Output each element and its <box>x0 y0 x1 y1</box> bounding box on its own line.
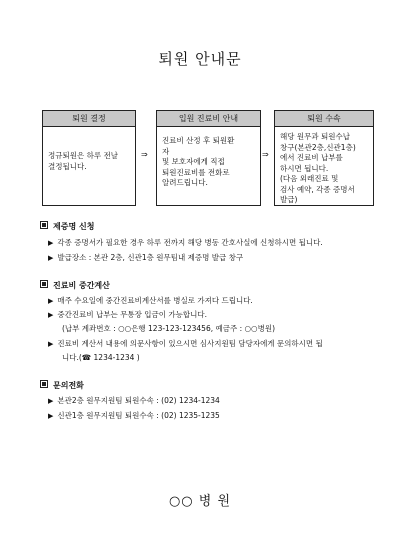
list-item: ▶ 매주 수요일에 중간진료비계산서를 병실로 가져다 드립니다. <box>48 296 253 305</box>
triangle-bullet-icon: ▶ <box>48 239 54 247</box>
list-item: ▶ 본관2층 원무지원팀 퇴원수속 : (02) 1234-1234 <box>48 396 220 405</box>
step-box-discharge-decision <box>42 110 136 206</box>
list-item: ▶ 발급장소 : 본관 2층, 신관1층 원무팀내 제증명 발급 창구 <box>48 253 244 262</box>
step-body: 정규퇴원은 하루 전날 결정됩니다. <box>48 151 118 171</box>
section-title-certificates: 제증명 신청 <box>40 221 94 232</box>
list-item: 니다.(☎ 1234-1234 ) <box>62 353 140 362</box>
step-box-discharge-procedure <box>274 110 374 206</box>
section-title-interim-billing: 진료비 중간계산 <box>40 280 110 291</box>
step-box-billing-notice <box>156 110 261 206</box>
step-body: 해당 원무과 퇴원수납 창구(본관2층,신관1층) 에서 진료비 납부를 하시면 됩니다. (다음 외래진료 및 검사 예약, 각종 증명서 발급) <box>280 132 356 204</box>
step-header: 입원 진료비 안내 <box>157 111 260 127</box>
arrow-right-icon: ⇒ <box>262 150 269 159</box>
section-title-contact: 문의전화 <box>40 380 84 391</box>
triangle-bullet-icon: ▶ <box>48 412 54 420</box>
page-title: 퇴원 안내문 <box>158 50 242 68</box>
square-bullet-icon <box>40 221 48 229</box>
triangle-bullet-icon: ▶ <box>48 311 54 319</box>
arrow-right-icon: ⇒ <box>141 150 148 159</box>
list-item: ▶ 각종 증명서가 필요한 경우 하루 전까지 해당 병동 간호사실에 신청하시면 됩니다. <box>48 238 323 247</box>
square-bullet-icon <box>40 280 48 288</box>
list-item: ▶ 중간진료비 납부는 무통장 입금이 가능합니다. <box>48 310 207 319</box>
triangle-bullet-icon: ▶ <box>48 340 54 348</box>
step-header: 퇴원 수속 <box>275 111 373 127</box>
square-bullet-icon <box>40 380 48 388</box>
hospital-name: ○○ 병 원 <box>168 494 232 509</box>
triangle-bullet-icon: ▶ <box>48 254 54 262</box>
triangle-bullet-icon: ▶ <box>48 297 54 305</box>
list-item: (납부 계좌번호 : ○○은행 123-123-123456, 예금주 : ○○병원) <box>62 324 276 333</box>
step-header: 퇴원 결정 <box>43 111 135 127</box>
list-item: ▶ 진료비 계산서 내용에 의문사항이 있으시면 심사지원팀 담당자에게 문의하시면 됩 <box>48 339 323 348</box>
triangle-bullet-icon: ▶ <box>48 397 54 405</box>
list-item: ▶ 신관1층 원무지원팀 퇴원수속 : (02) 1235-1235 <box>48 411 220 420</box>
step-body: 진료비 산정 후 퇴원환 자 및 보호자에게 직접 퇴원진료비를 전화로 알려드립니다. <box>162 136 235 187</box>
